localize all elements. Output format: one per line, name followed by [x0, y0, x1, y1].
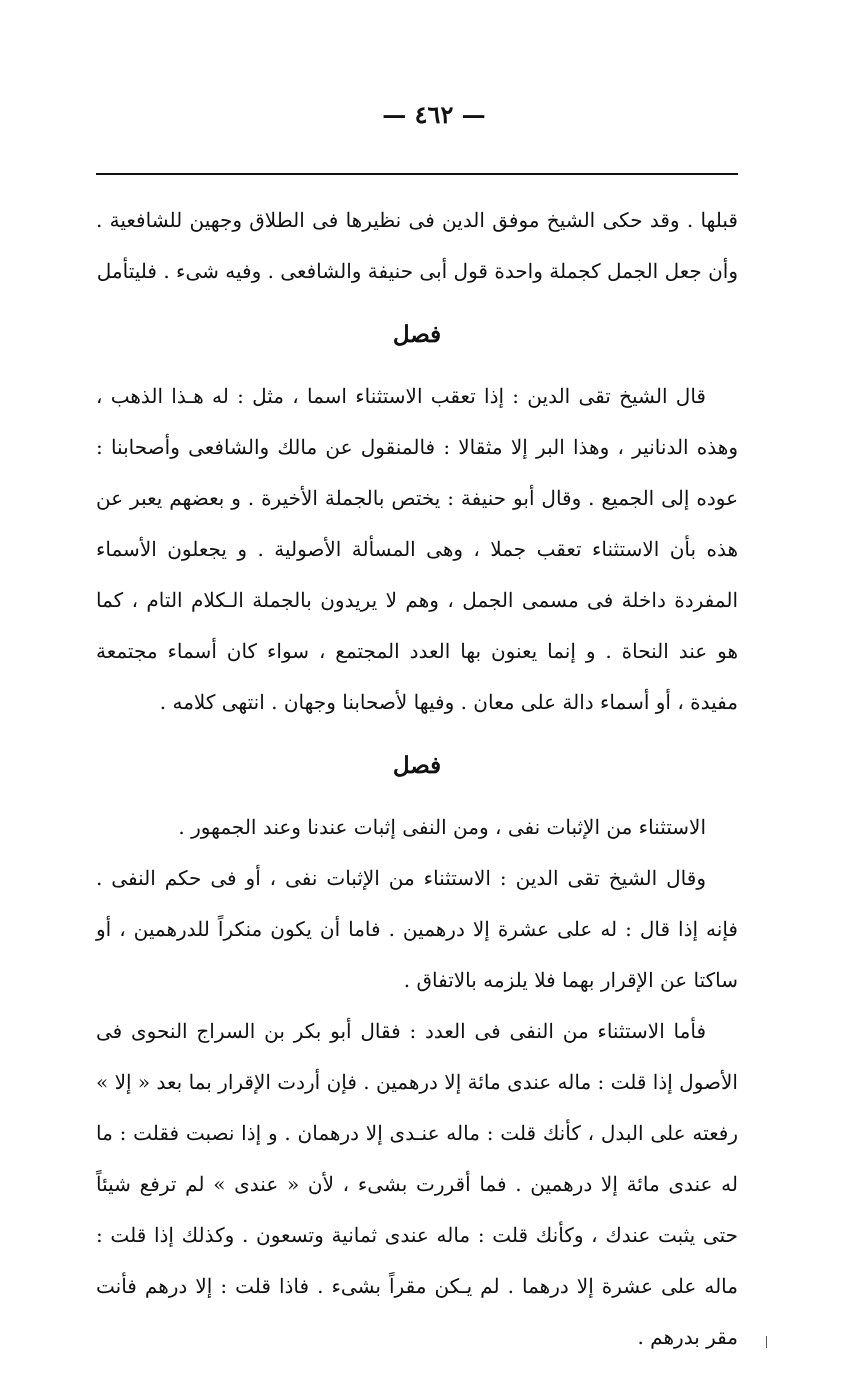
page-body — [96, 195, 738, 1363]
section-heading: فصل — [392, 752, 442, 779]
paragraph-continuation: قبلها . وقد حكى الشيخ موفق الدين فى نظيرها فى الطلاق وجهين للشافعية . وأن جعل الجمل كجملة واحدة قول أبى حنيفة والشافعى . وفيه شىء . فليتأمل — [96, 208, 738, 283]
paragraph: وقال الشيخ تقى الدين : الاستثناء من الإثبات نفى ، أو فى حكم النفى . فإنه إذا قال : له على عشرة إلا درهمين . فاما أن يكون منكراً للدرهمين ، أو ساكتا عن الإقرار بهما فلا يلزمه بالاتفاق . — [96, 866, 738, 992]
paragraph: قال الشيخ تقى الدين : إذا تعقب الاستثناء اسما ، مثل : له هـذا الذهب ، وهذه الدنانير ، وهذا البر إلا مثقالا : فالمنقول عن مالك والشافعى وأصحابنا : عوده إلى الجميع . وقال أبو حنيفة : يختص بالجملة الأخيرة . و بعضهم يعبر عن هذه بأن الاستثناء تعقب جملا ، وهى المسألة الأصولية . و يجعلون الأسماء المفردة داخلة فى مسمى الجمل ، وهم لا يريدون بالجملة الـكلام التام ، كما هو عند النحاة . و إنما يعنون بها العدد المجتمع ، سواء كان أسماء مجتمعة مفيدة ، أو أسماء دالة على معان . وفيها لأصحابنا وجهان . انتهى كلامه . — [96, 384, 738, 714]
section-heading: فصل — [392, 321, 442, 348]
header-rule — [96, 173, 738, 175]
paragraph: الاستثناء من الإثبات نفى ، ومن النفى إثبات عندنا وعند الجمهور . — [178, 815, 706, 839]
page-number: — ٤٦٢ — — [382, 100, 486, 129]
margin-mark — [766, 1336, 767, 1348]
paragraph: فأما الاستثناء من النفى فى العدد : فقال أبو بكر بن السراج النحوى فى الأصول إذا قلت : ماله عندى مائة إلا درهمين . فإن أردت الإقرار بما بعد « إلا » رفعته على البدل ، كأنك قلت : ماله عنـدى إلا درهمان . و إذا نصبت فقلت : ما له عندى مائة إلا درهمين . فما أقررت بشىء ، لأن « عندى » لم ترفع شيئاً حتى يثبت عندك ، وكأنك قلت : ماله عندى ثمانية وتسعون . وكذلك إذا قلت : ماله على عشرة إلا درهما . لم يـكن مقراً بشىء . فاذا قلت : إلا درهم فأنت مقر بدرهم . — [96, 1019, 738, 1349]
